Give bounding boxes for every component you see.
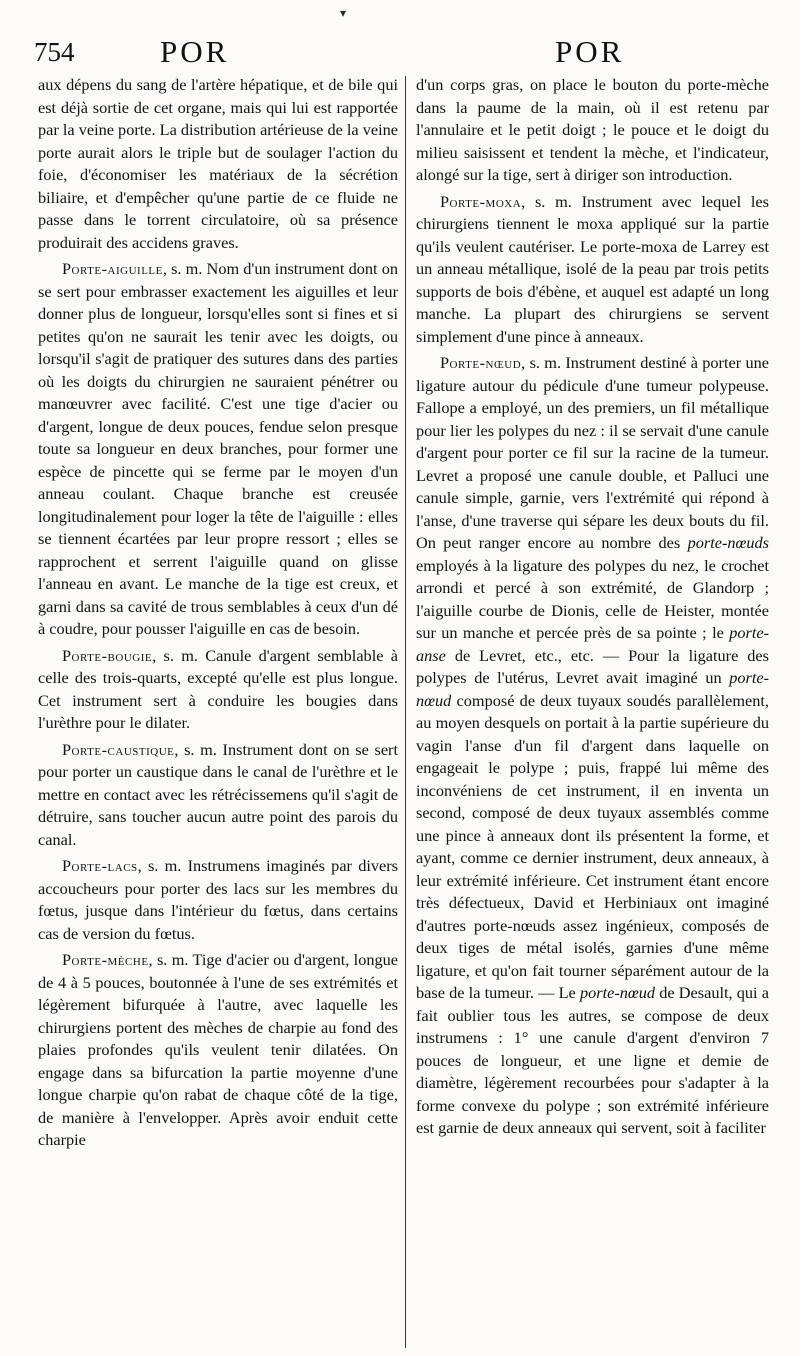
continued-paragraph: aux dépens du sang de l'artère hépatique, et de bile qui est déjà sortie de cet organe, mais qui lui est rapportée par la veine porte. La distribution artérieuse de la veine porte aurait alors le triple but de soulager l'action du foie, d'économiser les matériaux de la sécrétion biliaire, et d'empêcher qu'une partie de ce fluide ne passe dans le torrent circulatoire, où sa présence produirait des accidens graves.: [38, 75, 398, 252]
entry-text: , s. m. Canule d'argent semblable à celle des trois-quarts, excepté qu'elle est plus longue. Cet instrument sert à conduire les bougies dans l'urèthre pour le dilater.: [38, 645, 398, 732]
entry-text: de Desault, qui a fait oublier tous les autres, se compose de deux instrumens : 1° une canule d'argent d'environ 7 pouces de longueur, et une ligne et demie de diamètre, légèrement recourbées pour s'adapter à la forme convexe du polype ; son extrémité inférieure est garnie de deux anneaux qui servent, soit à faciliter: [416, 983, 770, 1137]
entry-text: , s. m. Tige d'acier ou d'argent, longue de 4 à 5 pouces, boutonnée à l'une de ses extrémités et légèrement bifurquée à l'autre, avec laquelle les chirurgiens portent des mèches de charpie au fond des plaies profondes qu'ils veulent tenir dilatées. On engage dans sa bifurcation la partie moyenne d'une longue charpie qu'on rabat de chaque côté de la tige, de manière à l'envelopper. Après avoir enduit cette charpie: [38, 950, 398, 1149]
entry-porte-noeud: [416, 352, 769, 1140]
entry-porte-bougie: [38, 645, 398, 735]
entry-headword: Porte-lacs: [62, 856, 138, 875]
page-number: 754: [34, 37, 75, 67]
italic-term: porte-nœud: [416, 668, 769, 710]
entry-text: , s. m. Instrument destiné à porter une ligature autour du pédicule d'une tumeur polypeuse. Fallope a employé, un des premiers, un fil métallique pour lier les polypes du nez : il se servait d'une canule d'argent pour porter ce fil sur la racine de la tumeur. Levret a proposé une canule double, et Palluci une canule simple, garnie, vers l'extrémité qui répond à l'anse, d'une traverse qui sépare les deux bouts du fil. On peut ranger encore au nombre des: [416, 353, 769, 552]
running-head-right: POR: [555, 34, 625, 69]
entry-headword: Porte-nœud: [440, 353, 522, 372]
entry-porte-lacs: [38, 855, 398, 945]
entry-text: composé de deux tuyaux soudés parallèlement, au moyen desquels on portait à la partie supérieure du vagin l'anse d'un fil d'argent dans laquelle on engageait le polype ; puis, frappé lui même des inconvéniens de cet instrument, il en inventa un second, composé de deux tuyaux assemblés comme une pince à anneaux dont ils présentent la forme, et ayant, comme ce dernier instrument, deux anneaux, à leur extrémité inférieure. Cet instrument étant encore très défectueux, David et Herbiniaux ont imaginé d'autres porte-nœuds assez ingénieux, composés de deux tiges de métal isolés, garnies d'une même ligature, et qu'on fait tourner séparément autour de la base de la tumeur. — Le: [416, 690, 769, 1002]
entry-headword: Porte-caustique: [62, 739, 175, 759]
right-column: [416, 74, 769, 1140]
entry-headword: Porte-aiguille: [62, 259, 163, 278]
entry-headword: Porte-bougie: [62, 645, 153, 665]
entry-text: , s. m. Instrument dont on se sert pour porter un caustique dans le canal de l'urèthre et le mettre en contact avec les rétrécissemens qu'il s'agit de détruire, sans toucher aucun autre point des parois du canal.: [38, 739, 398, 849]
italic-term: porte-nœuds: [687, 533, 769, 552]
top-mark: ▾: [340, 6, 347, 20]
entry-text: employés à la ligature des polypes du nez, le crochet arrondi et percé à son extrémité, de Glandorp ; l'aiguille courbe de Dionis, celle de Heister, montée sur un manche et percée près de sa pointe ; le: [416, 555, 769, 642]
column-divider: [405, 76, 406, 1348]
entry-headword: Porte-mèche: [62, 950, 149, 969]
entry-porte-caustique: [38, 739, 398, 852]
entry-headword: Porte-moxa: [440, 191, 522, 211]
entry-text: , s. m. Instrumens imaginés par divers accoucheurs pour porter des lacs sur les membres du fœtus, jusque dans l'intérieur du fœtus, dans certains cas de version du fœtus.: [38, 856, 398, 943]
entry-text: de Levret, etc., etc. — Pour la ligature des polypes de l'utérus, Levret avait imaginé un: [416, 645, 769, 687]
italic-term: porte-anse: [416, 623, 769, 665]
running-head-left: POR: [160, 34, 230, 69]
left-column: [38, 74, 398, 1152]
italic-term: porte-nœud: [579, 983, 656, 1002]
entry-porte-moxa: [416, 191, 769, 349]
entry-text: , s. m. Nom d'un instrument dont on se sert pour embrasser exactement les aiguilles et leur donner plus de longueur, lorsqu'elles sont si fines et si petites qu'on ne saurait les tenir avec les doigts, ou lorsqu'il s'agit de pratiquer des sutures dans des parties où les doigts du chirurgien ne sauraient pénétrer ou manœuvrer avec facilité. C'est une tige d'acier ou d'argent, longue de deux pouces, fendue selon presque toute sa longueur en deux branches, pour former une espèce de pincette qui se ferme par le moyen d'un anneau coulant. Chaque branche est creusée longitudinalement pour loger la tête de l'aiguille : elles se tiennent écartées par leur propre ressort ; elles se rapprochent et serrent l'aiguille quand on glisse l'anneau en avant. Le manche de la tige est creux, et garni dans sa cavité de trous semblables à ceux d'un dé à coudre, pour pousser l'aiguille en cas de besoin.: [38, 259, 398, 638]
entry-porte-aiguille: [38, 258, 398, 641]
continued-paragraph: d'un corps gras, on place le bouton du porte-mèche dans la paume de la main, où il est retenu par l'annulaire et le petit doigt ; le pouce et le doigt du milieu saisissent et tendent la mèche, et l'indicateur, alongé sur la tige, sert à diriger son introduction.: [416, 75, 769, 184]
entry-text: , s. m. Instrument avec lequel les chirurgiens tiennent le moxa appliqué sur la partie qu'ils veulent cautériser. Le porte-moxa de Larrey est un anneau métallique, isolé de la peau par trois petits supports de bois d'ébène, et auquel est adapté un long manche. La plupart des chirurgiens se servent simplement d'une pince à anneaux.: [416, 191, 769, 346]
entry-porte-meche: [38, 949, 398, 1152]
